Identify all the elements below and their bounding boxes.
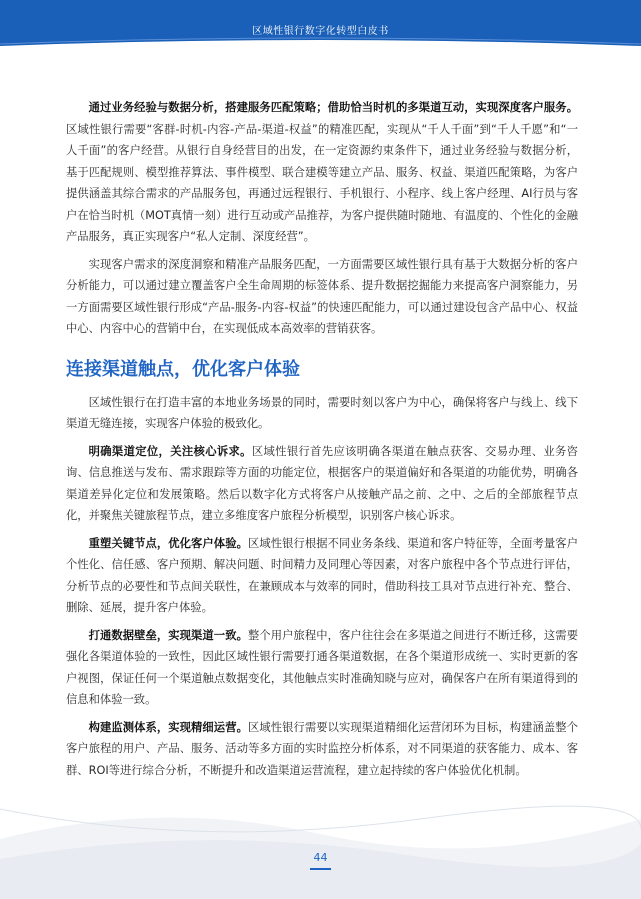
header-title: 区域性银行数字化转型白皮书 [252, 26, 389, 37]
paragraph-body: 区域性银行首先应该明确各渠道在触点获客、交易办理、业务咨询、信息推送与发布、需求跟踪等方面的功能定位，根据客户的渠道偏好和各渠道的功能优势，明确各渠道差异化定位和发展策略。然后以数字化方式将客户从接触产品之前、之中、之后的全部旅程节点化，并聚焦关键旅程节点，建立多维度客户旅程分析模型，识别客户核心诉求。 [66, 444, 578, 522]
section-paragraph-1 [66, 392, 578, 435]
paragraph-lead: 构建监测体系，实现精细运营。 [88, 720, 248, 734]
paragraph-body: 区域性银行需要“客群-时机-内容-产品-渠道-权益”的精准匹配，实现从“千人千面”到“千人千愿”和“一人千面”的客户经营。从银行自身经营目的出发，在一定资源约束条件下，通过业务经验与数据分析，基于匹配规则、模型推荐算法、事件模型、联合建模等建立产品、服务、权益、渠道匹配策略，为客户提供涵盖其综合需求的产品服务包，再通过远程银行、手机银行、小程序、线上客户经理、AI行员与客户在恰当时机（MOT真情一刻）进行互动或产品推荐，为客户提供随时随地、有温度的、个性化的金融产品服务，真正实现客户“私人定制、深度经营”。 [66, 122, 578, 243]
intro-paragraph-1 [66, 97, 578, 248]
paragraph-body: 区域性银行在打造丰富的本地业务场景的同时，需要时刻以客户为中心，确保将客户与线上、线下渠道无缝连接，实现客户体验的极致化。 [66, 395, 578, 430]
intro-paragraph-2 [66, 254, 578, 340]
paragraph-lead: 明确渠道定位，关注核心诉求。 [88, 444, 252, 458]
paragraph-lead: 通过业务经验与数据分析，搭建服务匹配策略；借助恰当时机的多渠道互动，实现深度客户服务。 [88, 101, 578, 114]
paragraph-lead: 重塑关键节点，优化客户体验。 [88, 536, 248, 550]
section-paragraph-3 [66, 533, 578, 619]
paragraph-body: 区域性银行根据不同业务条线、渠道和客户特征等，全面考量客户个性化、信任感、客户预期、解决问题、时间精力及同理心等因素，对客户旅程中各个节点进行评估，分析节点的必要性和节点间关联性，在兼顾成本与效率的同时，借助科技工具对节点进行补充、整合、删除、延展，提升客户体验。 [66, 536, 578, 614]
paragraph-body: 整个用户旅程中，客户往往会在多渠道之间进行不断迁移，这需要强化各渠道体验的一致性，因此区域性银行需要打通各渠道数据，在各个渠道形成统一、实时更新的客户视图，保证任何一个渠道触点数据变化，其他触点实时准确知晓与应对，确保客户在所有渠道得到的信息和体验一致。 [66, 628, 578, 706]
paragraph-lead: 打通数据壁垒，实现渠道一致。 [88, 628, 248, 642]
page-number-underline [310, 868, 331, 870]
section-paragraph-2 [66, 441, 578, 527]
main-content [66, 97, 578, 781]
header-band [0, 0, 641, 50]
paragraph-body: 区域性银行需要以实现渠道精细化运营闭环为目标，构建涵盖整个客户旅程的用户、产品、服务、活动等多方面的实时监控分析体系，对不同渠道的获客能力、成本、客群、ROI等进行综合分析，不断提升和改造渠道运营流程，建立起持续的客户体验优化机制。 [66, 720, 578, 777]
section-paragraph-5 [66, 717, 578, 782]
section-paragraph-4 [66, 625, 578, 711]
paragraph-body: 实现客户需求的深度洞察和精准产品服务匹配，一方面需要区域性银行具有基于大数据分析的客户分析能力，可以通过建立覆盖客户全生命周期的标签体系、提升数据挖掘能力来提高客户洞察能力，另一方面需要区域性银行形成“产品-服务-内容-权益”的快速匹配能力，可以通过建设包含产品中心、权益中心、内容中心的营销中台，在实现低成本高效率的营销获客。 [66, 257, 578, 335]
footer-wave-decoration [0, 779, 641, 899]
page-number: 44 [313, 851, 328, 864]
section-title: 连接渠道触点，优化客户体验 [66, 358, 300, 380]
